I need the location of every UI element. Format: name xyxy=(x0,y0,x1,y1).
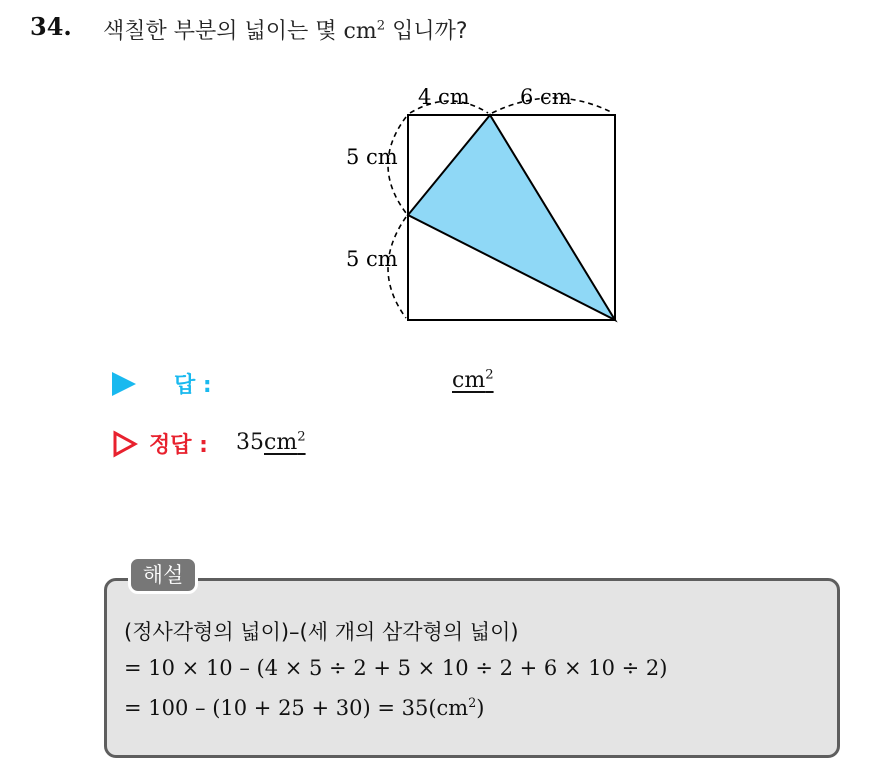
answer-row xyxy=(112,368,532,404)
question-number: 34. xyxy=(30,12,72,41)
question-text-main: 색칠한 부분의 넓이는 몇 xyxy=(103,19,344,44)
correct-answer-row xyxy=(112,428,532,464)
label-left-upper: 5 cm xyxy=(346,145,398,169)
geometry-figure xyxy=(330,75,630,330)
correct-label: 정답 : xyxy=(149,433,208,458)
correct-arrow-icon xyxy=(112,430,138,458)
answer-arrow-icon xyxy=(112,372,136,396)
solution-tab: 해설 xyxy=(128,556,198,594)
question-unit: $cm^2$ xyxy=(343,18,386,44)
solution-line-2: = 10 × 10 – (4 × 5 ÷ 2 + 5 × 10 ÷ 2 + 6 × 10 ÷ 2) xyxy=(124,656,668,680)
question-text xyxy=(103,14,468,45)
correct-value: $35cm^2$ xyxy=(236,429,306,455)
solution-line-1: (정사각형의 넓이)–(세 개의 삼각형의 넓이) xyxy=(124,620,519,644)
label-left-lower: 5 cm xyxy=(346,247,398,271)
question-text-end: 입니까? xyxy=(385,19,468,44)
solution-line-3: = $100 - (10 + 25 + 30) = 35(cm^2)$ xyxy=(124,695,485,720)
label-top-left: 4 cm xyxy=(418,85,470,109)
label-top-right: 6 cm xyxy=(520,85,572,109)
answer-blank-unit[interactable]: $cm^2$ xyxy=(452,367,494,393)
answer-label: 답 : xyxy=(174,373,212,398)
shaded-triangle xyxy=(408,115,615,320)
